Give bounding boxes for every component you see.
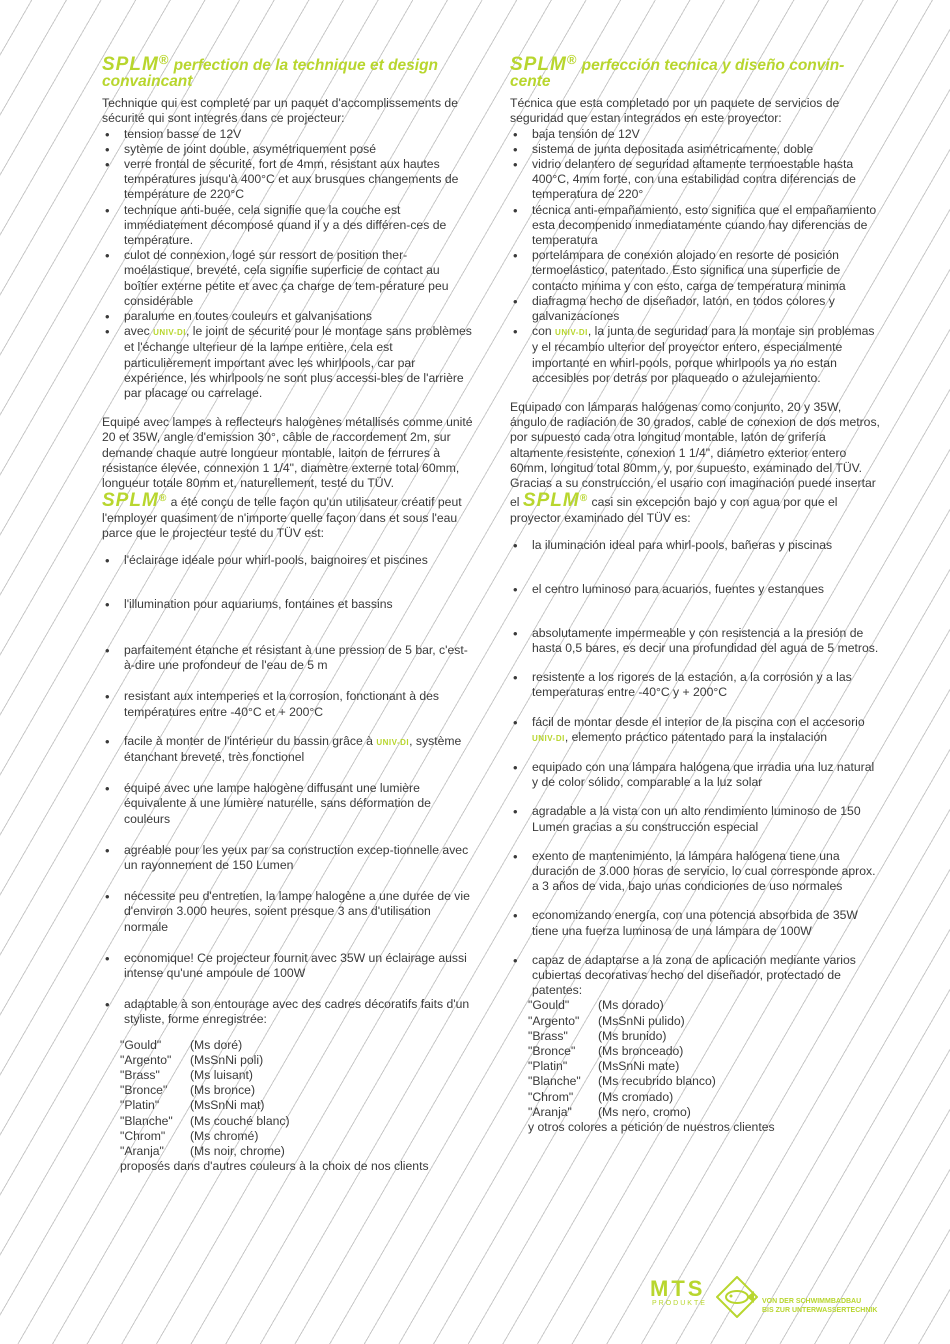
french-closing: proposés dans d'autres couleurs à la choix de nos clients — [120, 1159, 429, 1174]
spanish-column — [510, 52, 880, 1135]
table-row: "Gould" (Ms doré) — [120, 1037, 243, 1052]
spanish-title-text: perfección tecnica y diseño convin-cente — [510, 57, 845, 91]
univ-logo: UNIV-DI — [555, 328, 588, 338]
spanish-closing: y otros colores a petición de nuestros clientes — [528, 1119, 775, 1134]
table-row: "Argento" (MsSnNi poli) — [120, 1052, 264, 1067]
list-item: • équipé avec une lampe halogène diffusant une lumière équivalente à une lumière naturelle, sans déformation de couleurs — [102, 781, 474, 827]
french-column — [102, 52, 474, 1174]
table-row: "Gould" (Ms dorado) — [528, 998, 664, 1013]
list-item: • tension basse de 12V — [102, 127, 474, 142]
list-item: • paralume en toutes couleurs et galvanisations — [102, 309, 474, 324]
mts-logo — [650, 1276, 880, 1326]
spanish-paragraph-2: Gracias a su construcción, el usario con imaginación puede insertar el SPLM® casi sin excepción bajo y con agua por que el proyector examinado del TÜV es: — [510, 476, 876, 525]
spanish-title: SPLM® perfección tecnica y diseño convin-cente — [510, 52, 845, 91]
table-row: "Chrom" (Ms chromé) — [120, 1128, 259, 1143]
list-item: • diafragma hecho de diseñador, latón, en todos colores y galvanizacíones — [510, 294, 880, 324]
list-item: • facile à monter de l'intérieur du bassin grâce à UNIV-DI, système étanchant breveté, très fonctionel — [102, 734, 474, 765]
spanish-bullet-list — [510, 127, 880, 386]
list-item: • agradable a la vista con un alto rendimiento luminoso de 150 Lumen gracias a su construcción especial — [510, 804, 880, 834]
table-row: "Platin" (MsSnNi mat) — [120, 1098, 265, 1113]
list-item: • l'éclairage idéale pour whirl-pools, baignoires et piscines — [102, 553, 474, 583]
list-item: • baja tensión de 12V — [510, 127, 880, 142]
table-row: "Bronce" (Ms bronceado) — [528, 1043, 684, 1058]
french-title: SPLM® perfection de la technique et design convaincant — [102, 52, 439, 91]
spanish-frame-names — [528, 998, 720, 1120]
list-item: • absolutamente impermeable y con resistencia a la presión de hasta 0,5 bares, es decir una profundidad del agua de 5 metros. — [510, 626, 880, 656]
list-item: • vidrio delantero de seguridad altamente termoestable hasta 400°C, 4mm forte, con una estabilidad contra diferencias de temperatura de 220° — [510, 157, 880, 203]
brand-logo: SPLM — [102, 490, 159, 512]
list-item: • adaptable à son entourage avec des cadres décoratifs faits d'un styliste, forme enregistrée: — [102, 997, 474, 1027]
brand-logo: SPLM — [510, 54, 567, 76]
french-frame-names — [120, 1038, 294, 1160]
list-item: • economizando energía, con una potencia absorbida de 35W tiene una fuerza luminosa de una lámpara de 100W — [510, 908, 880, 938]
french-feature-list — [102, 553, 474, 1028]
list-item: • culot de connexion, logé sur ressort de position ther-moélastique, breveté, cela signifie superficie de contact au boîtier externe petite et avec ça charge de tem-pérature peu considérable — [102, 248, 474, 309]
fish-emblem-icon — [716, 1276, 758, 1318]
list-item: • equipado con una lámpara halógena que irradia una luz natural y de color sólido, comparable a la luz solar — [510, 760, 880, 790]
french-intro: Technique qui est completé par un paquet d'accomplissements de sécurité qui sont integrés dans ce projecteur: — [102, 96, 458, 126]
list-item: • resistente a los rigores de la estación, a la corrosión y a las temperaturas entre -40°C y + 200°C — [510, 670, 880, 700]
univ-logo: UNIV-DI — [153, 328, 186, 338]
list-item: • avec UNIV-DI, le joint de sécurité pour le montage sans problèmes et l'échange ulterieur de la lampe entière, cela est particulièrement important avec les whirlpools, car par expérience, les whirlpools ne sont plus accessi-bles de l'arrière par placage ou carrelage. — [102, 324, 474, 401]
table-row: "Platin" (MsSnNi mate) — [528, 1059, 680, 1074]
french-paragraph-2: SPLM® a été conçu de telle façon qu'un utilisateur créatif peut l'employer quasiment de n'importe quelle façon dans et sous l'eau parce que le projecteur testé du TÜV est: — [102, 490, 462, 540]
list-item: • exento de mantenimiento, la lámpara halógena tiene una duración de 3.000 horas de servicio, lo cual corresponde aprox. a 3 años de vida, bajo unas condiciones de uso normales — [510, 849, 880, 895]
table-row: "Blanche" (Ms recubrido blanco) — [528, 1074, 716, 1089]
list-item: • nécessite peu d'entretien, la lampe halogène a une durée de vie d'environ 3.000 heures, soient presque 3 ans d'utilisation normale — [102, 889, 474, 935]
table-row: "Aranja" (Ms nero, cromo) — [528, 1104, 691, 1119]
spanish-intro: Técnica que esta completado por un paquete de servicios de seguridad que estan integrados en este proyector: — [510, 96, 840, 126]
list-item: • el centro luminoso para acuarios, fuentes y estanques — [510, 582, 880, 612]
univ-logo: UNIV-DI — [376, 737, 410, 747]
table-row: "Brass" (Ms luisant) — [120, 1067, 253, 1082]
spanish-paragraph: Equipado con lámparas halógenas como conjunto, 20 y 35W, ángulo de radiación de 30 grados, cable de conexion de dos metros, por supuesto cada otra longitud montable, latón de grifería altamente resistente, conexion 1 1/4", diámetro exterior entero 60mm, longitud total 80mm, y, por supuesto, examinado del TÜV. — [510, 400, 880, 475]
logo-text: MTS — [650, 1276, 706, 1301]
list-item: • parfaitement étanche et résistant à une pression de 5 bar, c'est-à-dire une profondeur de l'eau de 5 m — [102, 643, 474, 673]
french-title-text: perfection de la technique et design convaincant — [102, 57, 439, 91]
table-row: "Chrom" (Ms cromado) — [528, 1089, 674, 1104]
univ-logo: UNIV-DI — [532, 733, 565, 743]
logo-tagline-2: BIS ZUR UNTERWASSERTECHNIK — [762, 1307, 878, 1314]
list-item: • portelámpara de conexión alojado en resorte de posición termoelástico, patentado. Esto significa una superficie de contacto minima y con esto, carga de temperatura minima — [510, 248, 880, 294]
list-item: • fácil de montar desde el interior de la piscina con el accesorio UNIV-DI, elemento práctico patentado para la instalación — [510, 715, 880, 746]
list-item: • verre frontal de sécurité, fort de 4mm, résistant aux hautes températures jusqu'à 400°C et aux brusques changements de température de 220°C — [102, 157, 474, 203]
table-row: "Brass" (Ms brunido) — [528, 1028, 667, 1043]
brand-logo: SPLM — [522, 490, 580, 512]
logo-subtitle: PRODUKTE — [652, 1300, 707, 1307]
list-item: • agréable pour les yeux par sa construction excep-tionnelle avec un rayonnement de 150 Lumen — [102, 843, 474, 873]
french-bullet-list — [102, 127, 474, 402]
list-item: • la iluminación ideal para whirl-pools, bañeras y piscinas — [510, 538, 880, 568]
list-item: • l'illumination pour aquariums, fontaines et bassins — [102, 597, 474, 627]
table-row: "Blanche" (Ms couché blanc) — [120, 1113, 290, 1128]
list-item: • resistant aux intemperies et la corrosion, fonctionant à des températures entre -40°C et + 200°C — [102, 689, 474, 719]
logo-tagline-1: VON DER SCHWIMMBADBAU — [762, 1298, 862, 1305]
list-item: • economique! Ce projecteur fournit avec 35W un éclairage aussi intense qu'une ampoule de 100W — [102, 951, 474, 981]
list-item: • technique anti-buée, cela signifie que la couche est immédiatement décomposé quand il y a des différen-ces de température. — [102, 203, 474, 249]
spanish-feature-list — [510, 538, 880, 999]
table-row: "Aranja" (Ms noir, chrome) — [120, 1143, 285, 1158]
list-item: • sytème de joint double, asymétriquement posé — [102, 142, 474, 157]
list-item: • técnica anti-empañamiento, esto significa que el empañamiento esta decompenido inmediatamente cuando hay diferencias de temperatura — [510, 203, 880, 249]
list-item: • sistema de junta depositada asimétricamente, doble — [510, 142, 880, 157]
table-row: "Bronce" (Ms bronce) — [120, 1083, 256, 1098]
french-paragraph: Equipé avec lampes à reflecteurs halogènes métallisés comme unité 20 et 35W, angle d'emission 30°, câble de raccordement 2m, sur demande chaque autre longueur montable, laiton de ferrures à résistance élevée, connexion 1 1/4", diamètre externe total 60mm, longueur totale 80mm et, naturellement, testé du TÜV. — [102, 415, 473, 491]
brand-logo: SPLM — [102, 54, 159, 76]
list-item: • con UNIV-DI, la junta de seguridad para la montaje sin problemas y el recambio ulterior del proyector entero, especialmente importante en whirl-pools, porque whirlpools ya no estan accesibles por detrás por plaqueado o azulejamiento. — [510, 324, 880, 386]
list-item: • capaz de adaptarse a la zona de aplicación mediante varios cubiertas decorativas hecho del diseñador, protectado de patentes: — [510, 953, 880, 999]
table-row: "Argento" (MsSnNi pulido) — [528, 1013, 685, 1028]
